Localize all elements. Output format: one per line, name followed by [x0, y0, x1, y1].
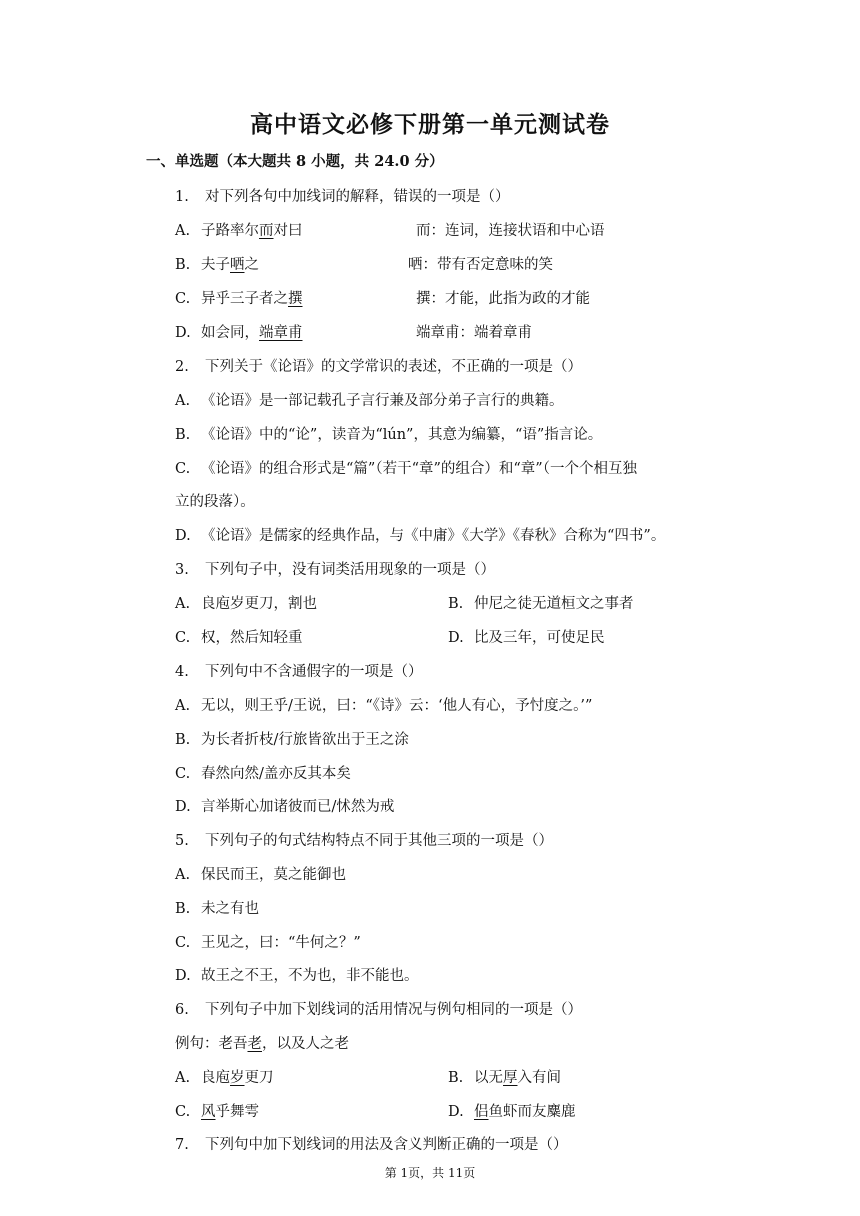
question-1-stem: 1. 对下列各句中加线词的解释，错误的一项是（） [175, 189, 510, 205]
q3-option-b: B. 仲尼之徒无道桓文之事者 [448, 596, 634, 612]
underlined-word: 撰 [288, 291, 303, 307]
q6-example: 例句：老吾老，以及人之老 [175, 1036, 349, 1052]
q6-option-c: C. 风乎舞雩 [175, 1104, 259, 1120]
q5-option-a: A. 保民而王，莫之能御也 [175, 867, 346, 883]
q1-option-b: B. 夫子哂之 [175, 257, 259, 273]
question-3-stem: 3. 下列句子中，没有词类活用现象的一项是（） [175, 562, 495, 578]
q1-option-b-explanation: 哂：带有否定意味的笑 [408, 257, 553, 273]
document-title: 高中语文必修下册第一单元测试卷 [250, 111, 610, 138]
underlined-word: 老 [247, 1036, 262, 1052]
q1-option-d: D. 如会同，端章甫 [175, 325, 303, 341]
underlined-word: 岁 [230, 1070, 245, 1086]
q3-option-a: A. 良庖岁更刀，割也 [175, 596, 317, 612]
question-6-stem: 6. 下列句子中加下划线词的活用情况与例句相同的一项是（） [175, 1002, 582, 1018]
q6-option-a: A. 良庖岁更刀 [175, 1070, 274, 1086]
q4-option-c: C. 春然向然/盖亦反其本矣 [175, 766, 351, 782]
underlined-word: 侣 [474, 1104, 489, 1120]
q1-option-c-explanation: 撰：才能，此指为政的才能 [416, 291, 590, 307]
q4-option-b: B. 为长者折枝/行旅皆欲出于王之涂 [175, 732, 409, 748]
page-footer: 第 1页，共 11页 [384, 1166, 476, 1180]
underlined-word: 端章甫 [259, 325, 303, 341]
underlined-word: 风 [201, 1104, 216, 1120]
question-2-stem: 2. 下列关于《论语》的文学常识的表述，不正确的一项是（） [175, 359, 582, 375]
q3-option-d: D. 比及三年，可使足民 [448, 630, 605, 646]
question-4-stem: 4. 下列句中不含通假字的一项是（） [175, 664, 423, 680]
q1-option-a-explanation: 而：连词，连接状语和中心语 [416, 223, 605, 239]
underlined-word: 哂 [230, 257, 245, 273]
q1-option-d-explanation: 端章甫：端着章甫 [416, 325, 532, 341]
section-heading: 一、单选题（本大题共 8 小题，共 24.0 分） [146, 153, 444, 170]
q4-option-d: D. 言举斯心加诸彼而已/怵然为戒 [175, 799, 395, 815]
q4-option-a: A. 无以，则王乎/王说，曰：“《诗》云：‘他人有心，予忖度之。’” [175, 698, 593, 714]
q2-option-c: C. 《论语》的组合形式是“篇”（若干“章”的组合）和“章”（一个个相互独 [175, 461, 637, 477]
q2-option-d: D. 《论语》是儒家的经典作品，与《中庸》《大学》《春秋》合称为“四书”。 [175, 528, 666, 544]
q2-option-a: A. 《论语》是一部记载孔子言行兼及部分弟子言行的典籍。 [175, 393, 564, 409]
q6-option-b: B. 以无厚入有间 [448, 1070, 561, 1086]
q2-option-b: B. 《论语》中的“论”，读音为“lún”，其意为编纂，“语”指言论。 [175, 427, 603, 443]
underlined-word: 而 [259, 223, 274, 239]
q6-option-d: D. 侣鱼虾而友麋鹿 [448, 1104, 576, 1120]
q3-option-c: C. 权，然后知轻重 [175, 630, 303, 646]
question-number: 1. [175, 189, 189, 205]
question-7-stem: 7. 下列句中加下划线词的用法及含义判断正确的一项是（） [175, 1137, 568, 1153]
q5-option-b: B. 未之有也 [175, 901, 259, 917]
question-5-stem: 5. 下列句子的句式结构特点不同于其他三项的一项是（） [175, 833, 553, 849]
q5-option-c: C. 王见之，曰：“牛何之？” [175, 935, 361, 951]
q1-option-c: C. 异乎三子者之撰 [175, 291, 303, 307]
q5-option-d: D. 故王之不王，不为也，非不能也。 [175, 968, 419, 984]
underlined-word: 厚 [503, 1070, 518, 1086]
q2-option-c-continuation: 立的段落）。 [175, 494, 255, 510]
q1-option-a: A. 子路率尔而对曰 [175, 223, 303, 239]
